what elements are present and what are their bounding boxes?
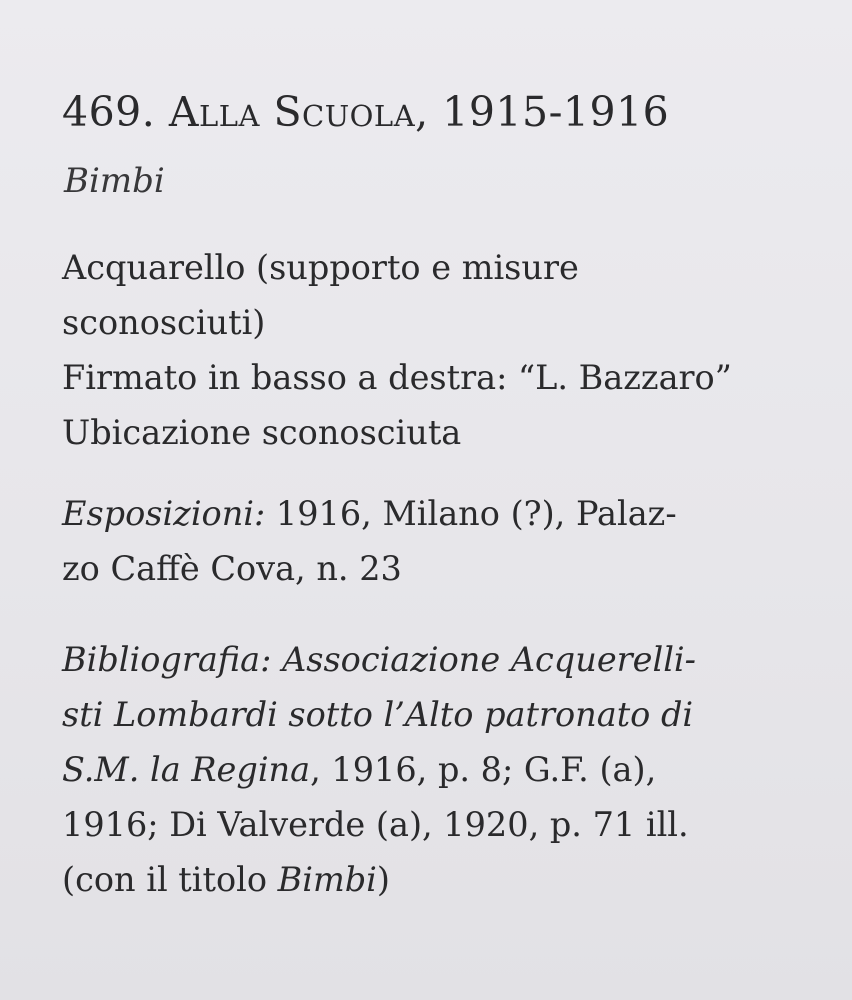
bibliography-line-2: sti Lombardi sotto l’Alto patronato di xyxy=(62,695,694,734)
exhibitions-label: Esposizioni: xyxy=(62,494,266,533)
bibliography-text-5a: (con il titolo xyxy=(62,860,278,899)
description-line-location: Ubicazione sconosciuta xyxy=(62,413,462,452)
bibliography-line-4: 1916; Di Valverde (a), 1920, p. 71 ill. xyxy=(62,805,689,844)
entry-heading xyxy=(62,88,669,136)
description-line-signature: Firmato in basso a destra: “L. Bazzaro” xyxy=(62,358,732,397)
bibliography-label: Bibliografia: xyxy=(62,640,272,679)
bibliography-text-5b: ) xyxy=(376,860,390,899)
bibliography-title-regina: S.M. la Regina xyxy=(62,750,311,789)
bibliography-block xyxy=(62,632,802,907)
bibliography-text-1: Associazione Acquerelli- xyxy=(271,640,696,679)
entry-number: 469. xyxy=(62,88,156,136)
bibliography-line-5 xyxy=(62,852,802,907)
entry-alt-title: Bimbi xyxy=(64,161,165,201)
description-block xyxy=(62,240,802,460)
description-line-medium: Acquarello (supporto e misure xyxy=(62,248,579,287)
exhibitions-text-1: 1916, Milano (?), Palaz- xyxy=(265,494,677,533)
catalog-page xyxy=(62,0,802,1000)
bibliography-title-bimbi: Bimbi xyxy=(277,860,377,899)
entry-title: Alla Scuola xyxy=(168,88,416,136)
exhibitions-block xyxy=(62,486,802,596)
exhibitions-line-2: zo Caffè Cova, n. 23 xyxy=(62,549,402,588)
entry-title-separator: , xyxy=(415,88,429,136)
exhibitions-line-1 xyxy=(62,486,802,541)
bibliography-line-3 xyxy=(62,742,802,797)
bibliography-text-3: , 1916, p. 8; G.F. (a), xyxy=(310,750,657,789)
bibliography-line-1 xyxy=(62,632,802,687)
description-line-medium-cont: sconosciuti) xyxy=(62,303,266,342)
entry-dates: 1915-1916 xyxy=(442,88,670,136)
